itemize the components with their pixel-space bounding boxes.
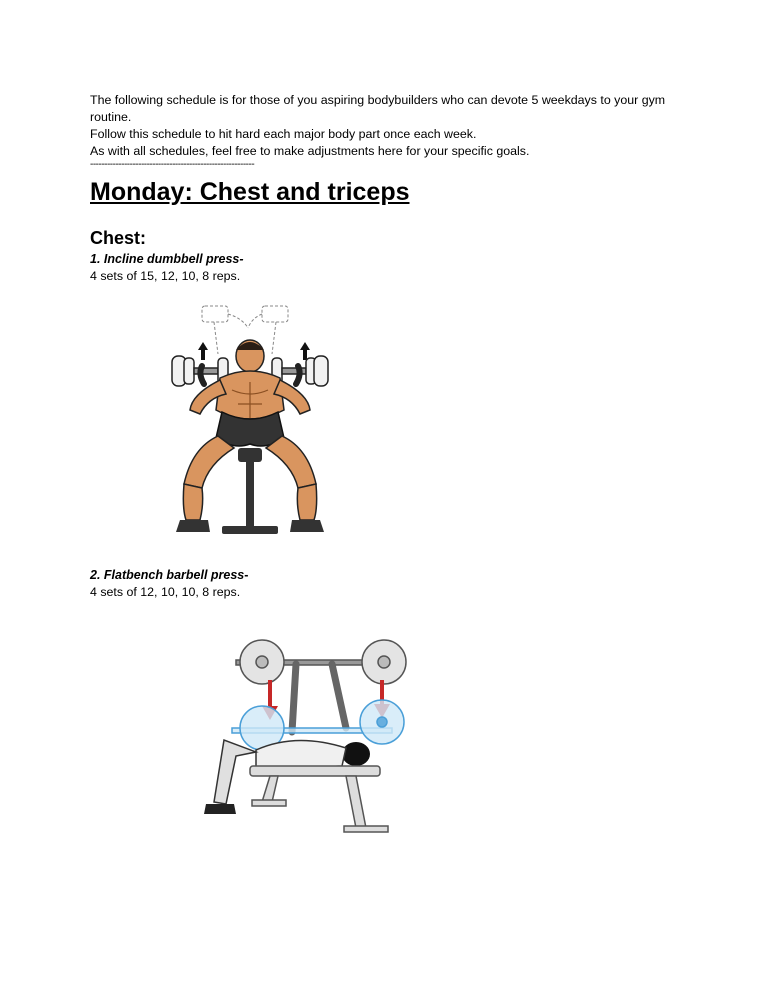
barbell-icon: [236, 640, 406, 684]
bench-icon: [250, 766, 388, 832]
bench-icon: [222, 448, 278, 534]
incline-dumbbell-press-illustration: [162, 298, 338, 546]
exercise-2-dash: -: [244, 568, 249, 582]
flatbench-barbell-press-illustration: [196, 632, 418, 840]
exercise-2-reps: 4 sets of 12, 10, 10, 8 reps.: [90, 585, 241, 599]
separator-line: ----------------------------------------------------------: [90, 159, 255, 170]
exercise-1-name: Incline dumbbell press: [103, 252, 240, 266]
intro-line-2: Follow this schedule to hit hard each major body part once each week.: [90, 127, 477, 141]
section-heading-chest: Chest:: [90, 228, 147, 248]
exercise-2-number: 2.: [90, 568, 101, 582]
exercise-1-title: [90, 252, 244, 266]
intro-line-3: As with all schedules, feel free to make adjustments here for your specific goals.: [90, 144, 530, 158]
day-heading: Monday: Chest and triceps: [90, 178, 410, 206]
exercise-2-title: [90, 568, 248, 582]
exercise-2-name: Flatbench barbell press: [103, 568, 245, 582]
exercise-1-reps: 4 sets of 15, 12, 10, 8 reps.: [90, 269, 241, 283]
exercise-1-dash: -: [239, 252, 244, 266]
exercise-1-number: 1.: [90, 252, 101, 266]
intro-line-1: The following schedule is for those of you aspiring bodybuilders who can devote 5 weekdays to your gym routine.: [90, 93, 666, 124]
intro-text: [90, 92, 670, 170]
